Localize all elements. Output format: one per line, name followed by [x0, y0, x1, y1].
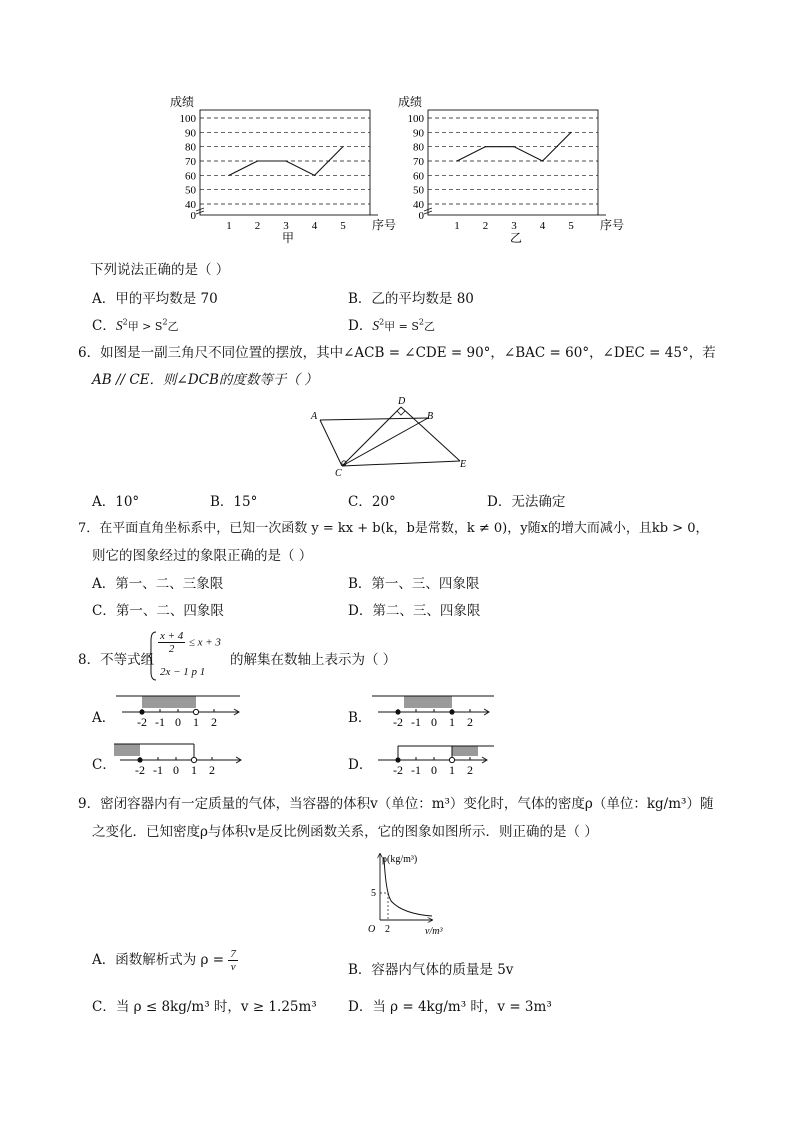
q9-option-b[interactable]: B．容器内气体的质量是 5v — [348, 962, 514, 978]
axis-tick-label: 1 — [449, 763, 455, 777]
q5-c-prefix: C． — [92, 318, 116, 334]
q7-option-c[interactable]: C．第一、二、四象限 — [92, 603, 224, 619]
closed-point — [139, 709, 144, 714]
data-point — [456, 160, 457, 161]
axis-tick-label: -1 — [411, 715, 421, 729]
q6-option-d[interactable]: D．无法确定 — [487, 494, 566, 510]
solution-shade — [452, 746, 478, 756]
x-tick-label: 1 — [226, 220, 232, 232]
label-e: E — [460, 459, 467, 470]
axis-tick-label: 1 — [191, 763, 197, 777]
density-xlabel: v/m³ — [425, 926, 443, 937]
ineq1-den: 2 — [168, 643, 175, 655]
chart-caption: 甲 — [281, 231, 295, 245]
numberline-d[interactable] — [370, 738, 498, 780]
y-tick-label: 80 — [413, 141, 424, 154]
axis-tick-label: 0 — [175, 715, 181, 729]
density-graph — [360, 846, 460, 938]
density-origin: O — [368, 924, 376, 935]
data-point — [513, 146, 514, 147]
density-ytick: 5 — [371, 888, 376, 899]
label-c: C — [335, 468, 342, 478]
axis-tick-label: 2 — [467, 715, 473, 729]
open-point — [193, 709, 198, 714]
q9-a-num: 7 — [230, 948, 236, 960]
data-point — [485, 146, 486, 147]
q5-d-var: S — [372, 318, 380, 333]
x-axis-label: 序号 — [372, 218, 397, 232]
y-tick-label: 50 — [185, 184, 196, 197]
q5-c-var: S — [115, 318, 123, 333]
density-ylabel: ρ(kg/m³) — [382, 854, 418, 865]
q8-option-a-label[interactable]: A． — [92, 710, 116, 726]
data-point — [542, 160, 543, 161]
q5-d-prefix: D． — [348, 318, 373, 334]
q6-option-c[interactable]: C．20° — [348, 494, 396, 510]
data-point — [285, 160, 286, 161]
q6-line2: AB // CE．则∠DCB的度数等于（ ） — [92, 372, 318, 388]
chart-jia — [160, 88, 400, 248]
ineq1-rest: ≤ x + 3 — [188, 636, 221, 649]
data-point — [314, 175, 315, 176]
q9-option-d[interactable]: D．当 ρ = 4kg/m³ 时，v = 3m³ — [348, 999, 552, 1015]
label-b: B — [427, 411, 434, 422]
q5-option-a[interactable]: A．甲的平均数是 70 — [92, 291, 218, 307]
numberline-c[interactable] — [112, 738, 252, 780]
density-xtick: 2 — [385, 924, 390, 935]
label-a: A — [311, 411, 318, 422]
chart-caption: 乙 — [509, 231, 523, 245]
y-tick-label: 40 — [413, 199, 424, 211]
axis-tick-label: -2 — [393, 715, 403, 729]
q5-d-rest: 甲 = S — [384, 320, 419, 333]
y-tick-label: 100 — [179, 113, 196, 125]
y-tick-label: 60 — [185, 170, 196, 183]
axis-tick-label: 1 — [449, 715, 455, 729]
q5-c-end: 乙 — [167, 320, 179, 333]
y-tick-label: 90 — [413, 127, 424, 140]
q8-option-b-label[interactable]: B． — [348, 710, 372, 726]
q7-option-a[interactable]: A．第一、二、三象限 — [92, 576, 224, 592]
y-tick-label: 100 — [407, 113, 424, 125]
open-point — [191, 757, 196, 762]
axis-tick-label: 1 — [193, 715, 199, 729]
q7-option-b[interactable]: B．第一、三、四象限 — [348, 576, 480, 592]
y-axis-label: 成绩 — [170, 95, 195, 109]
x-tick-label: 3 — [511, 220, 517, 232]
q6-line1: 6．如图是一副三角尺不同位置的摆放，其中∠ACB = ∠CDE = 90°，∠BAC = 60°，∠DEC = 45°，若 — [78, 345, 716, 361]
axis-tick-label: -1 — [153, 763, 163, 777]
closed-point — [137, 757, 142, 762]
solution-shade — [404, 696, 452, 708]
q5-d-end: 乙 — [424, 320, 436, 333]
q7-option-d[interactable]: D．第二、三、四象限 — [348, 603, 481, 619]
brace-icon — [148, 630, 158, 682]
q5-option-c[interactable]: C．$S^2$甲 > $S^2$乙 — [92, 317, 179, 334]
closed-point — [395, 709, 400, 714]
numberline-b[interactable] — [370, 690, 500, 732]
q8-option-c-label[interactable]: C． — [92, 757, 116, 773]
axis-tick-label: 2 — [209, 763, 215, 777]
solution-shade — [114, 744, 140, 756]
solution-shade — [142, 696, 196, 708]
x-tick-label: 4 — [311, 220, 318, 232]
chart-frame — [428, 110, 598, 215]
label-d: D — [398, 396, 406, 407]
q8-system — [148, 630, 230, 682]
triangle-figure — [310, 392, 480, 478]
x-tick-label: 2 — [482, 220, 489, 232]
ineq2: 2x − 1 p 1 — [160, 666, 206, 678]
y-tick-label: 70 — [185, 156, 196, 168]
closed-point — [449, 709, 454, 714]
y-tick-label: 60 — [413, 170, 424, 183]
q9-a-den: v — [230, 961, 236, 973]
q6-option-b[interactable]: B．15° — [210, 494, 258, 510]
data-point — [257, 160, 258, 161]
q7-line1: 7．在平面直角坐标系中，已知一次函数 y = kx + b(k，b是常数，k ≠ 0)，y随x的增大而减小，且kb > 0， — [78, 521, 709, 536]
y-tick-label: 50 — [413, 184, 424, 197]
axis-tick-label: -2 — [137, 715, 147, 729]
q5-c-rest: 甲 > S — [127, 320, 163, 333]
axis-tick-label: -1 — [411, 763, 421, 777]
y-tick-label: 70 — [413, 156, 424, 168]
axis-tick-label: 0 — [431, 763, 437, 777]
y-tick-label: 90 — [185, 127, 196, 140]
q9-line1: 9．密闭容器内有一定质量的气体，当容器的体积v（单位：m³）变化时，气体的密度ρ（单位：kg/m³）随 — [78, 796, 714, 812]
q7-line2: 则它的图象经过的象限正确的是（ ） — [92, 548, 313, 564]
x-tick-label: 2 — [254, 220, 261, 232]
chart-yi — [388, 88, 628, 248]
q5-option-d[interactable]: D．$S^2$甲 = $S^2$乙 — [348, 317, 436, 334]
chart-frame — [200, 110, 370, 215]
q8-option-d-label[interactable]: D． — [348, 757, 373, 773]
y-tick-label: 0 — [190, 210, 196, 222]
q9-line2: 之变化．已知密度ρ与体积v是反比例函数关系，它的图象如图所示．则正确的是（ ） — [92, 824, 598, 840]
x-tick-label: 3 — [283, 220, 289, 232]
q5-stem: 下列说法正确的是（ ） — [90, 262, 230, 278]
ineq1-num: x + 4 — [160, 630, 184, 642]
q5-option-b[interactable]: B．乙的平均数是 80 — [348, 291, 474, 307]
y-tick-label: 40 — [185, 199, 196, 211]
q9-option-a[interactable] — [92, 948, 238, 973]
x-tick-label: 5 — [568, 220, 574, 232]
y-axis-label: 成绩 — [398, 95, 423, 109]
x-tick-label: 1 — [454, 220, 460, 232]
x-tick-label: 4 — [539, 220, 546, 232]
axis-tick-label: -2 — [393, 763, 403, 777]
axis-tick-label: 2 — [467, 763, 473, 777]
open-point — [449, 757, 454, 762]
data-point — [342, 146, 343, 147]
q6-option-a[interactable]: A．10° — [92, 494, 140, 510]
q8-prefix: 8．不等式组 — [78, 652, 155, 668]
y-tick-label: 0 — [418, 210, 424, 222]
axis-tick-label: 0 — [431, 715, 437, 729]
q9-option-c[interactable]: C．当 ρ ≤ 8kg/m³ 时，v ≥ 1.25m³ — [92, 999, 317, 1015]
q9-a-text: A．函数解析式为 ρ = — [92, 952, 225, 968]
axis-tick-label: -2 — [135, 763, 145, 777]
closed-point — [395, 757, 400, 762]
axis-tick-label: -1 — [155, 715, 165, 729]
axis-tick-label: 2 — [211, 715, 217, 729]
x-axis-label: 序号 — [600, 218, 625, 232]
numberline-a[interactable] — [114, 690, 250, 732]
q8-suffix: 的解集在数轴上表示为（ ） — [230, 652, 397, 668]
y-tick-label: 80 — [185, 141, 196, 154]
data-point — [570, 132, 571, 133]
x-tick-label: 5 — [340, 220, 346, 232]
data-point — [228, 175, 229, 176]
axis-tick-label: 0 — [173, 763, 179, 777]
